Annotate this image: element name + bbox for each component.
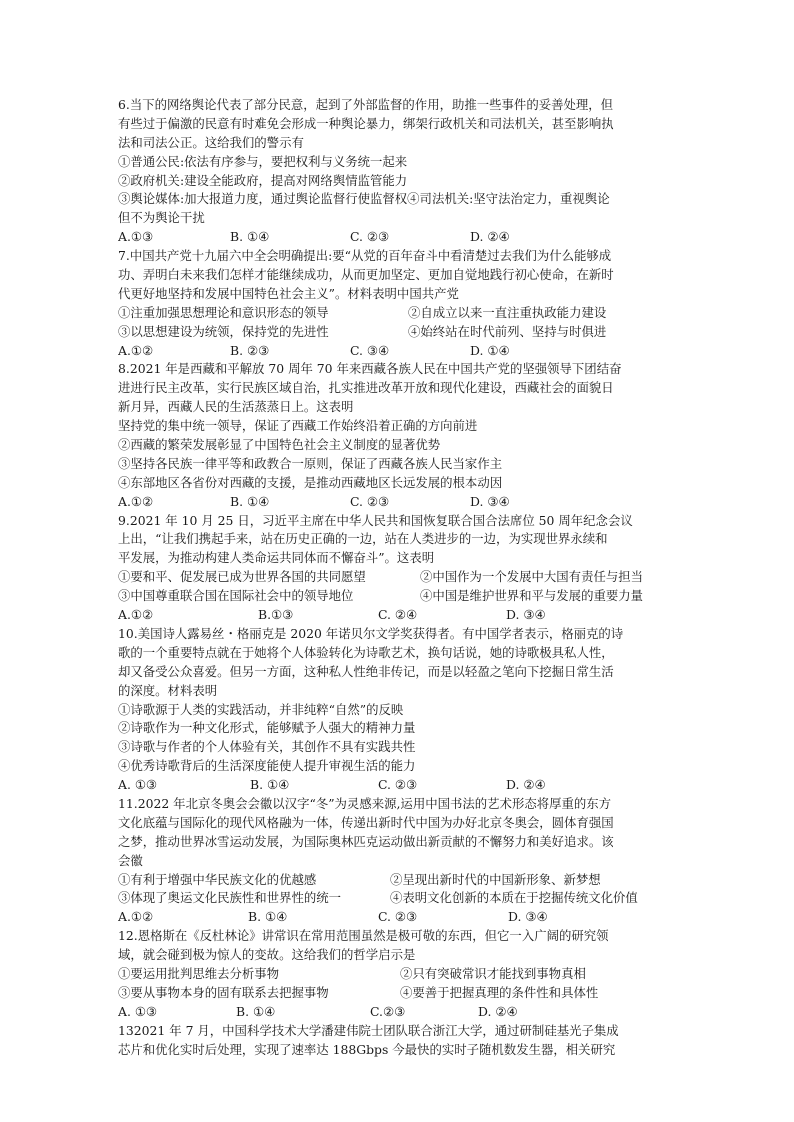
choice-4: ④要善于把握真理的条件性和具体性 bbox=[400, 984, 599, 1000]
option-d: D. ②④ bbox=[470, 229, 510, 245]
question-text-line: 平发展，为推动构建人类命运共同体而不懈奋斗”。这表明 bbox=[118, 550, 435, 566]
answer-options bbox=[118, 776, 680, 795]
question-text-line: 有些过于偏激的民意有时难免会形成一种舆论暴力，绑架行政机关和司法机关，甚至影响执 bbox=[118, 115, 614, 131]
choice-line: 坚持党的集中统一领导，保证了西藏工作始终沿着正确的方向前进 bbox=[118, 418, 478, 434]
question-text-line: 6.当下的网络舆论代表了部分民意，起到了外部监督的作用，助推一些事件的妥善处理，但 bbox=[118, 97, 614, 112]
choice-3: ③中国尊重联合国在国际社会中的领导地位 bbox=[118, 588, 354, 604]
question-text-line: 却又备受公众喜爱。但另一方面，这种私人性绝非传记，而是以轻盈之笔向下挖掘日常生活 bbox=[118, 663, 614, 679]
option-c: C. ②③ bbox=[378, 909, 418, 925]
option-c: C. ③④ bbox=[350, 342, 390, 358]
option-d: D. ①④ bbox=[470, 342, 510, 358]
question-text-line: 上出，“让我们携起手来，站在历史正确的一边，站在人类进步的一边，为实现世界永续和 bbox=[118, 531, 608, 547]
choice-4: ④始终站在时代前列、坚持与时俱进 bbox=[408, 323, 607, 339]
option-a: A.①② bbox=[118, 342, 154, 358]
question-9 bbox=[118, 512, 680, 625]
answer-options bbox=[118, 342, 680, 361]
question-text-line: 代更好地坚持和发展中国特色社会主义”。材料表明中国共产党 bbox=[118, 285, 459, 301]
option-c: C. ②④ bbox=[378, 607, 418, 623]
question-text-line: 7.中国共产党十九届六中全会明确提出:要“从党的百年奋斗中看清楚过去我们为什么能够成 bbox=[118, 248, 612, 264]
choice-line: ②政府机关:建设全能政府，提高对网络舆情监管能力 bbox=[118, 172, 408, 188]
choice-4: ④表明文化创新的本质在于挖掘传统文化价值 bbox=[390, 890, 638, 906]
question-text-line: 功、弄明白未来我们怎样才能继续成功，从而更加坚定、更加自觉地践行初心使命，在新时 bbox=[118, 267, 614, 283]
option-c: C. ②③ bbox=[350, 493, 390, 509]
answer-options bbox=[118, 493, 680, 512]
option-b: B. ①④ bbox=[248, 909, 288, 925]
question-text-line: 132021 年 7 月，中国科学技术大学潘建伟院士团队联合浙江大学，通过研制硅基光子集成 bbox=[118, 1022, 619, 1038]
choice-line: ③坚持各民族一律平等和政教合一原则，保证了西藏各族人民当家作主 bbox=[118, 455, 503, 471]
choice-line: ③诗歌与作者的个人体验有关，其创作不具有实践共性 bbox=[118, 739, 416, 755]
option-a: A.①② bbox=[118, 607, 154, 623]
choice-1: ①注重加强思想理论和意识形态的领导 bbox=[118, 304, 329, 320]
question-text-line: 11.2022 年北京冬奥会会徽以汉字“冬”为灵感来源,运用中国书法的艺术形态将厚重的东方 bbox=[118, 795, 612, 811]
choice-row bbox=[118, 323, 680, 342]
question-text-line: 12.恩格斯在《反杜林论》讲常识在常用范围虽然是极可敬的东西，但它一入广阔的研究领 bbox=[118, 928, 609, 944]
choice-line: ①诗歌源于人类的实践活动，并非纯粹“自然”的反映 bbox=[118, 701, 404, 717]
choice-1: ①有利于增强中华民族文化的优越感 bbox=[118, 871, 317, 887]
question-text-line: 法和司法公正。这给我们的警示有 bbox=[118, 134, 304, 150]
question-text-line: 进进行民主改革，实行民族区域自治，扎实推进改革开放和现代化建设，西藏社会的面貌日 bbox=[118, 380, 614, 396]
choice-row bbox=[118, 568, 680, 587]
choice-1: ①要和平、促发展已成为世界各国的共同愿望 bbox=[118, 569, 366, 585]
choice-line: ④优秀诗歌背后的生活深度能使人提升审视生活的能力 bbox=[118, 758, 416, 774]
question-10 bbox=[118, 625, 680, 795]
choice-3: ③体现了奥运文化民族性和世界性的统一 bbox=[118, 890, 342, 906]
choice-line: ①普通公民:依法有序参与，要把权利与义务统一起来 bbox=[118, 153, 408, 169]
option-d: D. ②④ bbox=[506, 777, 546, 793]
choice-2: ②自成立以来一直注重执政能力建设 bbox=[408, 304, 607, 320]
choice-row bbox=[118, 889, 680, 908]
question-12 bbox=[118, 927, 680, 1021]
option-a: A.①② bbox=[118, 909, 154, 925]
questions-block bbox=[118, 96, 680, 1059]
choice-2: ②呈现出新时代的中国新形象、新梦想 bbox=[390, 871, 601, 887]
option-a: A. ①③ bbox=[118, 1003, 158, 1019]
choice-2: ②中国作为一个发展中大国有责任与担当 bbox=[420, 569, 644, 585]
option-c: C.②③ bbox=[370, 1003, 406, 1019]
question-text-line: 之梦，推动世界冰雪运动发展，为国际奥林匹克运动做出新贡献的不懈努力和美好追求。该 bbox=[118, 833, 614, 849]
choice-line: ③舆论媒体:加大报道力度，通过舆论监督行使监督权④司法机关:坚守法治定力，重视舆论 bbox=[118, 191, 610, 207]
option-a: A.①② bbox=[118, 493, 154, 509]
choice-line: ②诗歌作为一种文化形式，能够赋予人强大的精神力量 bbox=[118, 720, 416, 736]
question-13 bbox=[118, 1022, 680, 1060]
option-b: B. ①④ bbox=[236, 1003, 276, 1019]
question-text-line: 文化底蕴与国际化的现代风格融为一体，传递出新时代中国为办好北京冬奥会，圆体育强国 bbox=[118, 814, 614, 830]
option-c: C. ②③ bbox=[350, 229, 390, 245]
question-text-line: 9.2021 年 10 月 25 日，习近平主席在中华人民共和国恢复联合国合法席位 50 周年纪念会议 bbox=[118, 512, 633, 528]
option-a: A. ①③ bbox=[118, 777, 158, 793]
choice-1: ①要运用批判思维去分析事物 bbox=[118, 965, 280, 981]
option-b: B. ①④ bbox=[230, 229, 270, 245]
option-a: A.①③ bbox=[118, 229, 154, 245]
option-d: D. ③④ bbox=[508, 909, 548, 925]
question-8 bbox=[118, 360, 680, 511]
question-text-line: 域，就会碰到极为惊人的变故。这给我们的哲学启示是 bbox=[118, 947, 416, 963]
answer-options bbox=[118, 1003, 680, 1022]
option-b: B. ②③ bbox=[230, 342, 270, 358]
option-c: C. ②③ bbox=[378, 777, 418, 793]
option-d: D. ②④ bbox=[478, 1003, 518, 1019]
choice-3: ③要从事物本身的固有联系去把握事物 bbox=[118, 984, 329, 1000]
choice-row bbox=[118, 984, 680, 1003]
choice-row bbox=[118, 871, 680, 890]
question-6 bbox=[118, 96, 680, 247]
question-text-line: 歌的一个重要特点就在于她将个人体验转化为诗歌艺术，换句话说，她的诗歌极具私人性， bbox=[118, 644, 614, 660]
question-text-line: 会徽 bbox=[118, 852, 143, 868]
option-b: B. ①④ bbox=[250, 777, 290, 793]
question-text-line: 8.2021 年是西藏和平解放 70 周年 70 年来西藏各族人民在中国共产党的坚强领导下团结奋 bbox=[118, 361, 622, 377]
question-7 bbox=[118, 247, 680, 360]
question-text-line: 新月异，西藏人民的生活蒸蒸日上。这表明 bbox=[118, 399, 354, 415]
answer-options bbox=[118, 908, 680, 927]
question-text-line: 10.美国诗人露易丝・格丽克是 2020 年诺贝尔文学奖获得者。有中国学者表示，格丽克的诗 bbox=[118, 625, 624, 641]
option-b: B. ①④ bbox=[230, 493, 270, 509]
option-d: D. ③④ bbox=[506, 607, 546, 623]
choice-3: ③以思想建设为统领，保持党的先进性 bbox=[118, 323, 329, 339]
question-text-line: 芯片和优化实时后处理，实现了速率达 188Gbps 今最快的实时子随机数发生器，相关研究 bbox=[118, 1041, 616, 1057]
choice-line: ②西藏的繁荣发展彰显了中国特色社会主义制度的显著优势 bbox=[118, 437, 441, 453]
answer-options bbox=[118, 606, 680, 625]
choice-4: ④中国是维护世界和平与发展的重要力量 bbox=[420, 588, 644, 604]
choice-row bbox=[118, 304, 680, 323]
choice-line: 但不为舆论干扰 bbox=[118, 210, 205, 226]
question-11 bbox=[118, 795, 680, 927]
option-d: D. ③④ bbox=[470, 493, 510, 509]
question-text-line: 的深度。材料表明 bbox=[118, 682, 218, 698]
answer-options bbox=[118, 228, 680, 247]
choice-line: ④东部地区各省份对西藏的支援，是推动西藏地区长远发展的根本动因 bbox=[118, 474, 503, 490]
choice-2: ②只有突破常识才能找到事物真相 bbox=[400, 965, 586, 981]
option-b: B.①③ bbox=[258, 607, 294, 623]
choice-row bbox=[118, 587, 680, 606]
choice-row bbox=[118, 965, 680, 984]
